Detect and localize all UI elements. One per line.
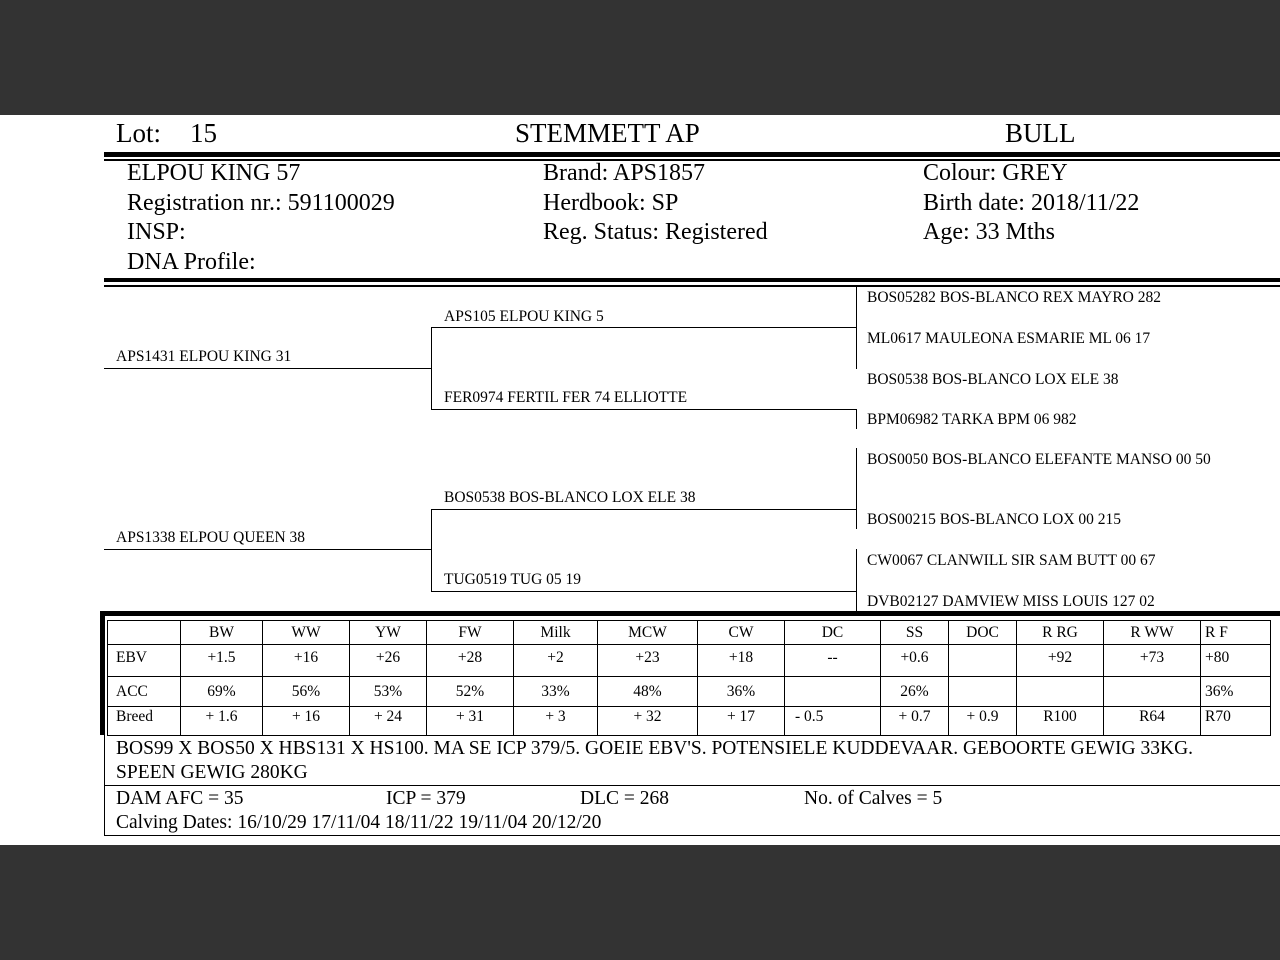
ebv-cell: R70 xyxy=(1201,707,1271,736)
pedigree-dam: APS1338 ELPOU QUEEN 38 xyxy=(116,529,306,546)
ebv-cell: + 31 xyxy=(427,707,514,736)
ebv-row-label: EBV xyxy=(108,645,181,677)
ebv-header-cell: CW xyxy=(698,621,785,645)
ebv-header-cell: DC xyxy=(785,621,881,645)
ebv-cell: + 3 xyxy=(514,707,598,736)
lot-number: 15 xyxy=(190,118,217,148)
ebv-cell xyxy=(1017,677,1104,707)
dam-icp: ICP = 379 xyxy=(386,788,466,809)
ebv-cell: + 1.6 xyxy=(181,707,263,736)
ebv-cell: +26 xyxy=(350,645,427,677)
pedigree-sire-sire: APS105 ELPOU KING 5 xyxy=(444,308,604,325)
ebv-header-cell: DOC xyxy=(949,621,1017,645)
brand-field: Brand: APS1857 xyxy=(543,160,706,186)
ebv-cell: +2 xyxy=(514,645,598,677)
breeder-name: STEMMETT AP xyxy=(515,118,700,148)
pedigree-sire-dam: FER0974 FERTIL FER 74 ELLIOTTE xyxy=(444,389,688,406)
colour-field: Colour: GREY xyxy=(923,160,1068,186)
ebv-cell: -- xyxy=(785,645,881,677)
pedigree-great-grandparent: CW0067 CLANWILL SIR SAM BUTT 00 67 xyxy=(867,552,1156,569)
animal-info-col-2 xyxy=(543,159,768,248)
pedigree-great-grandparent: BOS0050 BOS-BLANCO ELEFANTE MANSO 00 50 xyxy=(867,451,1211,468)
ebv-cell: + 16 xyxy=(263,707,350,736)
ebv-cell xyxy=(949,645,1017,677)
pedigree-line xyxy=(431,409,856,410)
ebv-cell: 26% xyxy=(881,677,949,707)
ebv-cell xyxy=(1104,677,1201,707)
ebv-header-cell: R WW xyxy=(1104,621,1201,645)
ebv-header-cell: R F xyxy=(1201,621,1271,645)
ebv-cell: +92 xyxy=(1017,645,1104,677)
header-divider-thick xyxy=(104,152,1280,157)
ebv-row xyxy=(108,645,1271,677)
pedigree-bracket xyxy=(856,287,857,369)
ebv-cell: +73 xyxy=(1104,645,1201,677)
pedigree-bracket xyxy=(856,409,857,429)
animal-info-col-1 xyxy=(127,159,395,277)
lot-label: Lot: xyxy=(116,118,161,148)
ebv-cell: R64 xyxy=(1104,707,1201,736)
pedigree-line xyxy=(431,509,856,510)
sale-comment: BOS99 X BOS50 X HBS131 X HS100. MA SE ICP 379/5. GOEIE EBV'S. POTENSIELE KUDDEVAAR. GEBOORTE GEWIG 33KG. SPEEN GEWIG 280KG xyxy=(116,738,1194,783)
pedigree-line xyxy=(104,549,431,550)
birth-date-field: Birth date: 2018/11/22 xyxy=(923,189,1140,216)
ebv-cell: 48% xyxy=(598,677,698,707)
ebv-header-cell: SS xyxy=(881,621,949,645)
animal-info-col-3 xyxy=(923,159,1139,248)
ebv-cell xyxy=(785,677,881,707)
info-divider-thick xyxy=(104,278,1280,282)
ebv-table xyxy=(107,620,1271,736)
ebv-cell: R100 xyxy=(1017,707,1104,736)
pedigree-sire: APS1431 ELPOU KING 31 xyxy=(116,348,292,365)
animal-name: ELPOU KING 57 xyxy=(127,160,301,186)
registration-number: Registration nr.: 591100029 xyxy=(127,189,395,216)
ebv-header-cell xyxy=(108,621,181,645)
pedigree-bracket xyxy=(856,448,857,529)
ebv-cell: 52% xyxy=(427,677,514,707)
sale-catalogue-page xyxy=(0,115,1280,845)
ebv-cell: 69% xyxy=(181,677,263,707)
breed-row xyxy=(108,707,1271,736)
ebv-header-cell: Milk xyxy=(514,621,598,645)
pedigree-great-grandparent: BOS0538 BOS-BLANCO LOX ELE 38 xyxy=(867,371,1119,388)
ebv-cell: +80 xyxy=(1201,645,1271,677)
ebv-header-cell: BW xyxy=(181,621,263,645)
herdbook-field: Herdbook: SP xyxy=(543,189,679,216)
ebv-cell: 33% xyxy=(514,677,598,707)
ebv-cell: 36% xyxy=(698,677,785,707)
ebv-cell: + 0.9 xyxy=(949,707,1017,736)
ebv-row-label: ACC xyxy=(108,677,181,707)
ebv-cell: + 0.7 xyxy=(881,707,949,736)
comment-divider xyxy=(104,785,1280,786)
ebv-header-cell: R RG xyxy=(1017,621,1104,645)
pedigree-bracket xyxy=(856,549,857,611)
acc-row xyxy=(108,677,1271,707)
dam-calves-count: No. of Calves = 5 xyxy=(804,788,943,809)
ebv-cell: 36% xyxy=(1201,677,1271,707)
pedigree-bracket xyxy=(431,509,432,591)
ebv-cell: +23 xyxy=(598,645,698,677)
pedigree-bracket xyxy=(431,327,432,409)
ebv-divider-thick xyxy=(100,611,1280,616)
dam-afc: DAM AFC = 35 xyxy=(116,788,244,809)
ebv-cell: + 17 xyxy=(698,707,785,736)
ebv-cell: 56% xyxy=(263,677,350,707)
ebv-cell: +0.6 xyxy=(881,645,949,677)
dam-dlc: DLC = 268 xyxy=(580,788,669,809)
ebv-cell: +28 xyxy=(427,645,514,677)
reg-status-field: Reg. Status: Registered xyxy=(543,219,768,245)
pedigree-line xyxy=(431,591,856,592)
animal-sex: BULL xyxy=(1005,118,1076,148)
info-divider-thin xyxy=(104,285,1280,287)
pedigree-great-grandparent: BOS00215 BOS-BLANCO LOX 00 215 xyxy=(867,511,1122,528)
pedigree-great-grandparent: BPM06982 TARKA BPM 06 982 xyxy=(867,411,1077,428)
ebv-cell: + 32 xyxy=(598,707,698,736)
ebv-cell: 53% xyxy=(350,677,427,707)
ebv-cell: +18 xyxy=(698,645,785,677)
ebv-header-cell: WW xyxy=(263,621,350,645)
ebv-header-row xyxy=(108,621,1271,645)
ebv-cell xyxy=(949,677,1017,707)
age-field: Age: 33 Mths xyxy=(923,219,1055,245)
ebv-header-cell: YW xyxy=(350,621,427,645)
ebv-header-cell: FW xyxy=(427,621,514,645)
ebv-left-border xyxy=(100,611,105,735)
pedigree-great-grandparent: ML0617 MAULEONA ESMARIE ML 06 17 xyxy=(867,330,1151,347)
ebv-header-cell: MCW xyxy=(598,621,698,645)
ebv-cell: +16 xyxy=(263,645,350,677)
dna-profile-field: DNA Profile: xyxy=(127,248,256,275)
pedigree-dam-sire: BOS0538 BOS-BLANCO LOX ELE 38 xyxy=(444,489,696,506)
pedigree-dam-dam: TUG0519 TUG 05 19 xyxy=(444,571,582,588)
ebv-row-label: Breed xyxy=(108,707,181,736)
ebv-cell: + 24 xyxy=(350,707,427,736)
pedigree-line xyxy=(104,368,431,369)
pedigree-line xyxy=(431,327,856,328)
calving-dates: Calving Dates: 16/10/29 17/11/04 18/11/22 19/11/04 20/12/20 xyxy=(116,812,602,833)
pedigree-great-grandparent: BOS05282 BOS-BLANCO REX MAYRO 282 xyxy=(867,289,1161,306)
insp-field: INSP: xyxy=(127,219,186,245)
pedigree-great-grandparent: DVB02127 DAMVIEW MISS LOUIS 127 02 xyxy=(867,593,1155,610)
ebv-cell: +1.5 xyxy=(181,645,263,677)
bottom-border xyxy=(104,835,1280,836)
ebv-cell: - 0.5 xyxy=(785,707,881,736)
